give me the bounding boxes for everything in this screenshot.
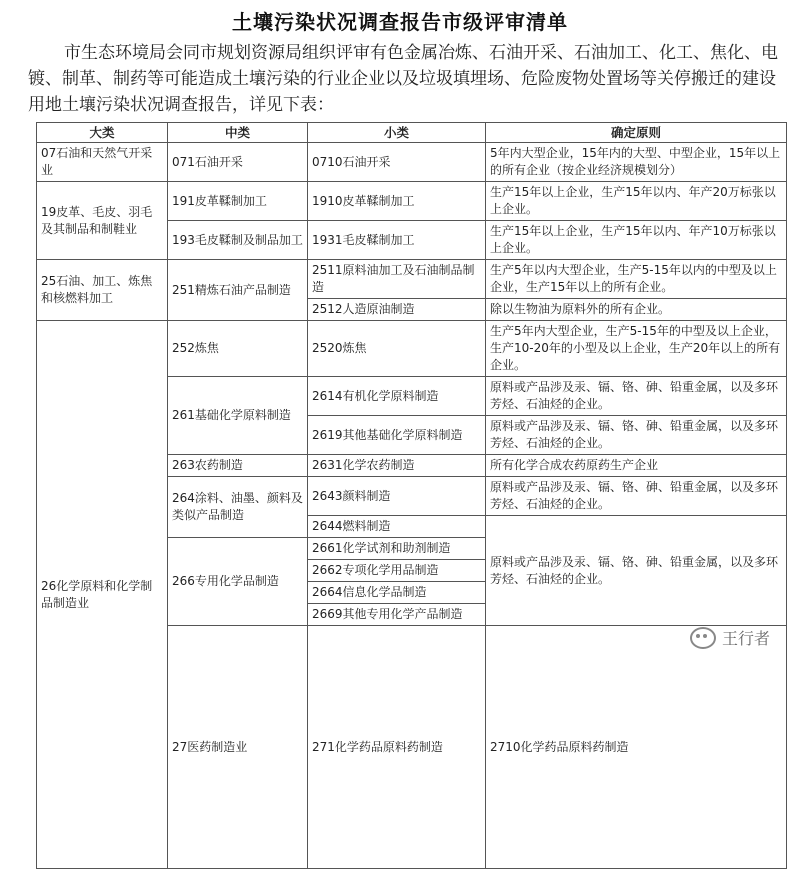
major-cell: 19皮革、毛皮、羽毛及其制品和制鞋业 xyxy=(37,182,168,260)
mid-cell: 251精炼石油产品制造 xyxy=(168,260,308,321)
rule-cell: 生产15年以上企业，生产15年以内、年产20万标张以上企业。 xyxy=(486,182,787,221)
mid-cell: 193毛皮鞣制及制品加工 xyxy=(168,221,308,260)
review-list-table xyxy=(36,122,787,869)
mid-cell: 261基础化学原料制造 xyxy=(168,377,308,455)
minor-cell: 2619其他基础化学原料制造 xyxy=(308,416,486,455)
minor-cell: 2662专项化学用品制造 xyxy=(308,560,486,582)
rule-cell: 生产5年内大型企业，生产5-15年的中型及以上企业，生产10-20年的小型及以上企业，生产20年以上的所有企业。 xyxy=(486,321,787,377)
watermark-text: 王行者 xyxy=(721,629,770,648)
rule-cell: 5年内大型企业，15年内的大型、中型企业，15年以上的所有企业（按企业经济规模划分） xyxy=(486,143,787,182)
wechat-icon xyxy=(690,627,716,649)
mid-cell: 271化学药品原料药制造 xyxy=(308,626,486,869)
minor-cell: 2710化学药品原料药制造 xyxy=(486,626,787,869)
major-cell: 27医药制造业 xyxy=(168,626,308,869)
rule-cell: 原料或产品涉及汞、镉、铬、砷、铅重金属，以及多环芳烃、石油烃的企业。 xyxy=(486,377,787,416)
mid-cell: 266专用化学品制造 xyxy=(168,538,308,626)
minor-cell: 2643颜料制造 xyxy=(308,477,486,516)
rule-cell: 生产5年以内大型企业，生产5-15年以内的中型及以上企业，生产15年以上的所有企业。 xyxy=(486,260,787,299)
minor-cell: 2520炼焦 xyxy=(308,321,486,377)
major-cell: 07石油和天然气开采业 xyxy=(37,143,168,182)
intro-paragraph: 市生态环境局会同市规划资源局组织评审有色金属冶炼、石油开采、石油加工、化工、焦化、电镀、制革、制药等可能造成土壤污染的行业企业以及垃圾填埋场、危险废物处置场等关停搬迁的建设用地土壤污染状况调查报告，详见下表： xyxy=(28,43,778,115)
table-row xyxy=(37,182,787,221)
major-cell: 25石油、加工、炼焦和核燃料加工 xyxy=(37,260,168,321)
minor-cell: 0710石油开采 xyxy=(308,143,486,182)
page-title: 土壤污染状况调查报告市级评审清单 xyxy=(232,10,568,34)
minor-cell: 2661化学试剂和助剂制造 xyxy=(308,538,486,560)
mid-cell: 263农药制造 xyxy=(168,455,308,477)
minor-cell: 2644燃料制造 xyxy=(308,516,486,538)
watermark xyxy=(690,626,770,649)
table-row xyxy=(37,321,787,377)
minor-cell: 2664信息化学品制造 xyxy=(308,582,486,604)
minor-cell: 2512人造原油制造 xyxy=(308,299,486,321)
minor-cell: 2614有机化学原料制造 xyxy=(308,377,486,416)
table-row xyxy=(37,260,787,299)
header-minor: 小类 xyxy=(308,123,486,143)
rule-cell: 生产15年以上企业，生产15年以内、年产10万标张以上企业。 xyxy=(486,221,787,260)
minor-cell: 2669其他专用化学产品制造 xyxy=(308,604,486,626)
mid-cell: 252炼焦 xyxy=(168,321,308,377)
minor-cell: 1931毛皮鞣制加工 xyxy=(308,221,486,260)
rule-cell: 原料或产品涉及汞、镉、铬、砷、铅重金属，以及多环芳烃、石油烃的企业。 xyxy=(486,416,787,455)
minor-cell: 1910皮革鞣制加工 xyxy=(308,182,486,221)
mid-cell: 191皮革鞣制加工 xyxy=(168,182,308,221)
rule-cell: 原料或产品涉及汞、镉、铬、砷、铅重金属，以及多环芳烃、石油烃的企业。 xyxy=(486,477,787,516)
header-rule: 确定原则 xyxy=(486,123,787,143)
table-header-row xyxy=(37,123,787,143)
rule-cell: 所有化学合成农药原药生产企业 xyxy=(486,455,787,477)
mid-cell: 071石油开采 xyxy=(168,143,308,182)
rule-cell: 除以生物油为原料外的所有企业。 xyxy=(486,299,787,321)
major-cell: 26化学原料和化学制品制造业 xyxy=(37,321,168,869)
minor-cell: 2511原料油加工及石油制品制造 xyxy=(308,260,486,299)
rule-cell: 原料或产品涉及汞、镉、铬、砷、铅重金属，以及多环芳烃、石油烃的企业。 xyxy=(486,516,787,626)
mid-cell: 264涂料、油墨、颜料及类似产品制造 xyxy=(168,477,308,538)
header-major: 大类 xyxy=(37,123,168,143)
minor-cell: 2631化学农药制造 xyxy=(308,455,486,477)
header-mid: 中类 xyxy=(168,123,308,143)
table-row xyxy=(37,143,787,182)
